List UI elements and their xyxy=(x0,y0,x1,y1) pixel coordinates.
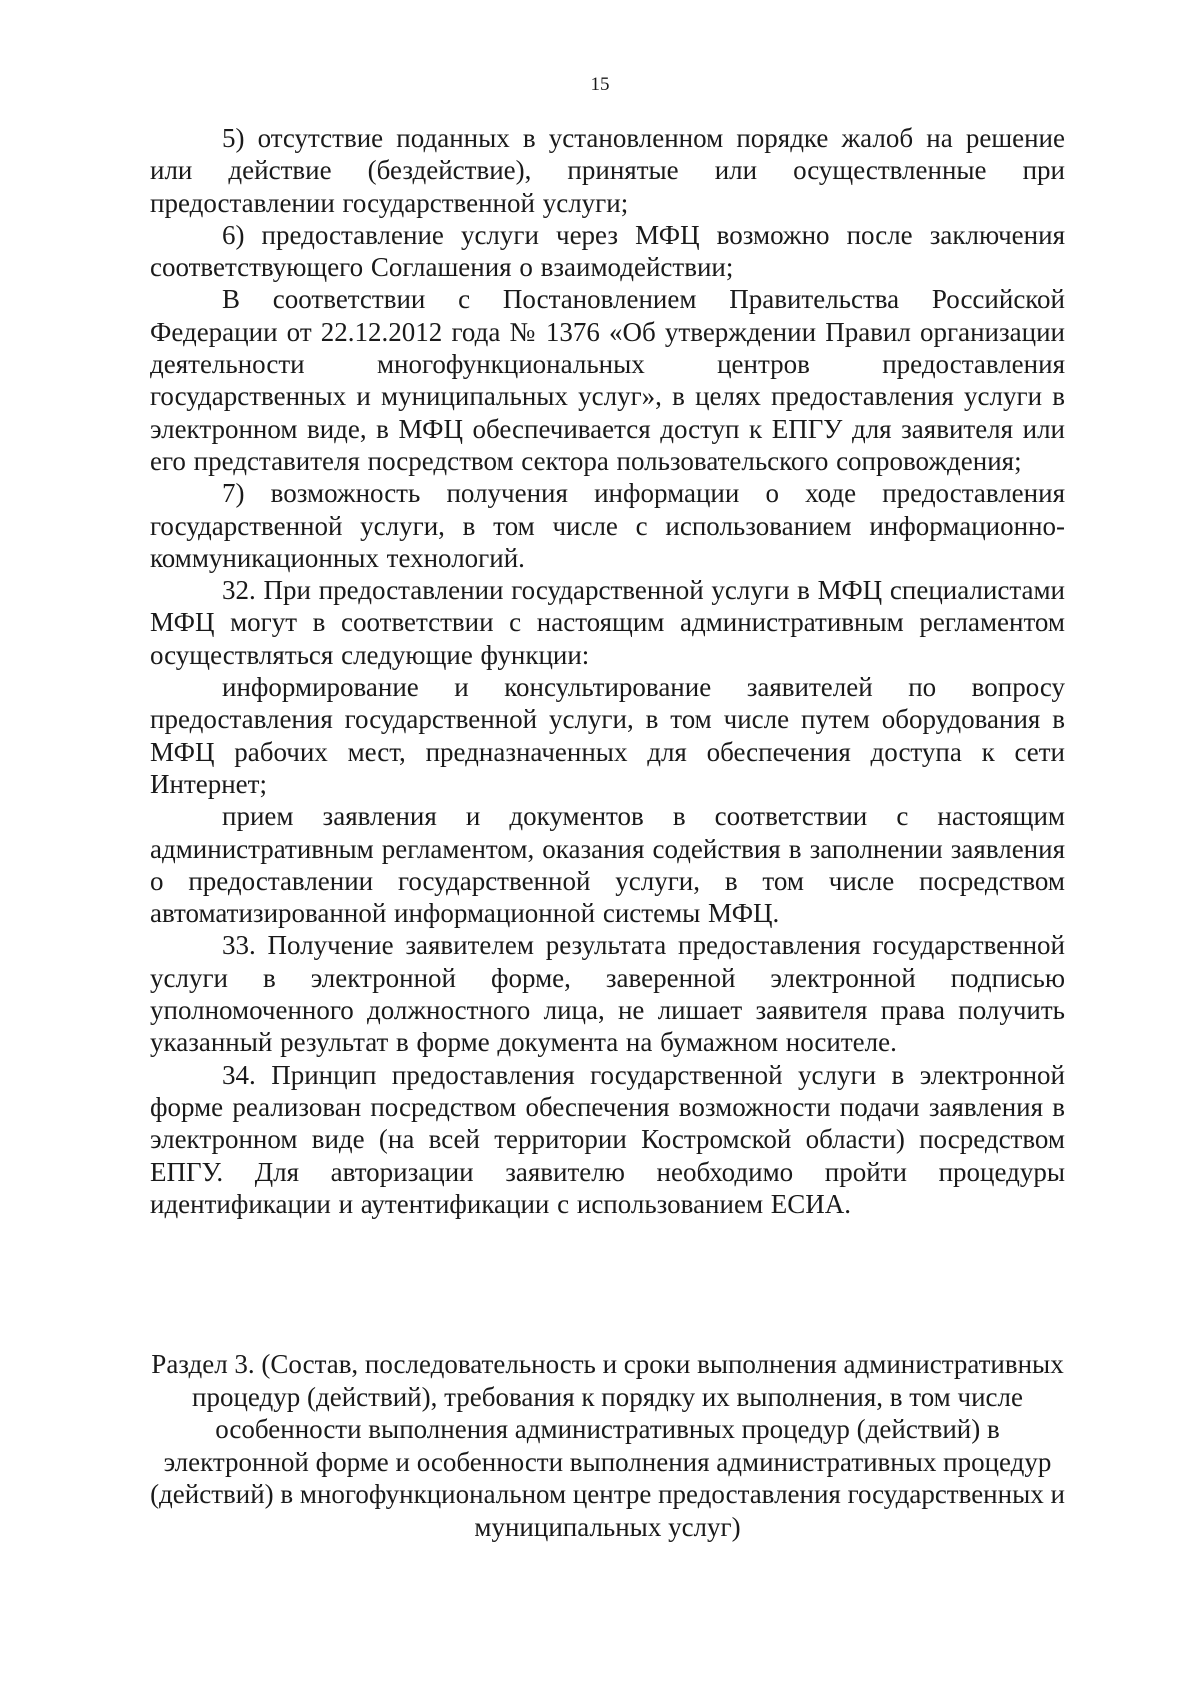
paragraph-item-5: 5) отсутствие поданных в установленном порядке жалоб на решение или действие (бездействие), принятые или осуществленные при предоставлении государственной услуги; xyxy=(150,123,1065,218)
paragraph-clause-34: 34. Принцип предоставления государственной услуги в электронной форме реализован посредством обеспечения возможности подачи заявления в электронном виде (на всей территории Костромской области) посредством ЕПГУ. Для авторизации заявителю необходимо пройти процедуры идентификации и аутентификации с использованием ЕСИА. xyxy=(150,1059,1065,1219)
paragraph-item-6: 6) предоставление услуги через МФЦ возможно после заключения соответствующего Соглашения о взаимодействии; xyxy=(150,219,1065,283)
paragraph-function-informing: информирование и консультирование заявителей по вопросу предоставления государственной услуги, в том числе путем оборудования в МФЦ рабочих мест, предназначенных для обеспечения доступа к сети Интернет; xyxy=(150,672,1065,799)
paragraph-clause-32: 32. При предоставлении государственной услуги в МФЦ специалистами МФЦ могут в соответствии с настоящим административным регламентом осуществляться следующие функции: xyxy=(150,575,1065,670)
paragraph-item-7: 7) возможность получения информации о ходе предоставления государственной услуги, в том числе с использованием информационно-коммуникационных технологий. xyxy=(150,478,1065,573)
document-body xyxy=(150,122,1065,1220)
paragraph-clause-33: 33. Получение заявителем результата предоставления государственной услуги в электронной форме, заверенной электронной подписью уполномоченного должностного лица, не лишает заявителя права получить указанный результат в форме документа на бумажном носителе. xyxy=(150,930,1065,1058)
paragraph-mfc-access: В соответствии с Постановлением Правительства Российской Федерации от 22.12.2012 года № 1376 «Об утверждении Правил организации деятельности многофункциональных центров предоставления государственных и муниципальных услуг», в целях предоставления услуги в электронном виде, в МФЦ обеспечивается доступ к ЕПГУ для заявителя или его представителя посредством сектора пользовательского сопровождения; xyxy=(150,284,1065,476)
paragraph-function-reception: прием заявления и документов в соответствии с настоящим административным регламентом, оказания содействия в заполнении заявления о предоставлении государственной услуги, в том числе посредством автоматизированной информационной системы МФЦ. xyxy=(150,801,1065,929)
section-heading: Раздел 3. (Состав, последовательность и сроки выполнения административных процедур (действий), требования к порядку их выполнения, в том числе особенности выполнения административных процедур (действий) в электронной форме и особенности выполнения административных процедур (действий) в многофункциональном центре предоставления государственных и муниципальных услуг) xyxy=(150,1349,1065,1542)
section-3-header xyxy=(150,1348,1065,1543)
page-number: 15 xyxy=(590,74,610,95)
